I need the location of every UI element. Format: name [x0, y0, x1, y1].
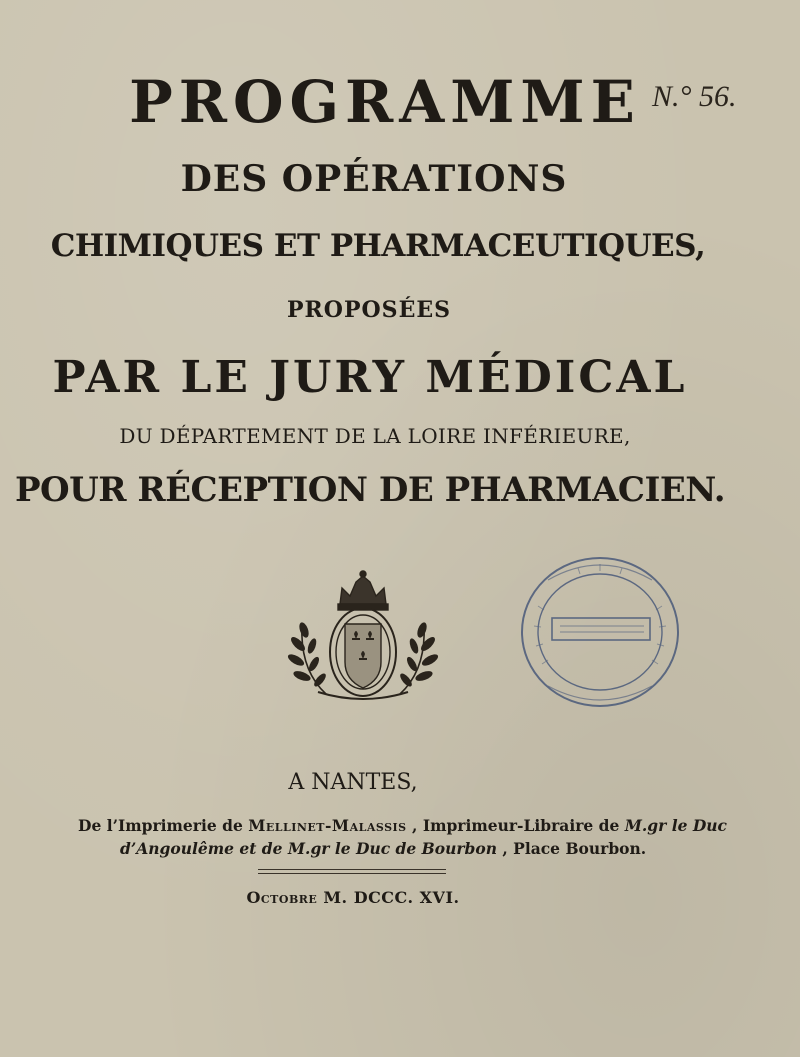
shelfmark: N.° 56.	[652, 80, 737, 113]
imprint-line-2	[120, 839, 646, 858]
imprint-text-a: De l’Imprimerie de	[78, 816, 249, 835]
royal-arms-icon	[282, 566, 444, 704]
title-programme: PROGRAMME	[129, 68, 641, 136]
title-operations: DES OPÉRATIONS	[180, 158, 568, 200]
title-chimiques: CHIMIQUES ET PHARMACEUTIQUES,	[50, 228, 706, 264]
title-jury-medical: PAR LE JURY MÉDICAL	[52, 352, 688, 403]
library-stamp-icon	[508, 546, 688, 714]
imprint-printer: Mellinet-Malassis	[248, 816, 407, 835]
imprint-patron-1: M.gr le Duc	[624, 816, 727, 835]
title-proposees: PROPOSÉES	[286, 297, 451, 323]
divider-rule	[258, 869, 446, 874]
imprint-line-1	[78, 816, 727, 835]
imprint-city: A NANTES,	[288, 770, 418, 795]
title-reception: POUR RÉCEPTION DE PHARMACIEN.	[14, 470, 726, 510]
imprint-patron-2: d’Angoulême et de M.gr le Duc de Bourbon	[120, 839, 497, 858]
imprint-text-c: , Place Bourbon.	[496, 839, 647, 858]
imprint-text-b: , Imprimeur-Libraire de	[406, 816, 625, 835]
title-departement: DU DÉPARTEMENT DE LA LOIRE INFÉRIEURE,	[119, 424, 631, 448]
imprint-date: Octobre M. DCCC. XVI.	[246, 888, 460, 907]
